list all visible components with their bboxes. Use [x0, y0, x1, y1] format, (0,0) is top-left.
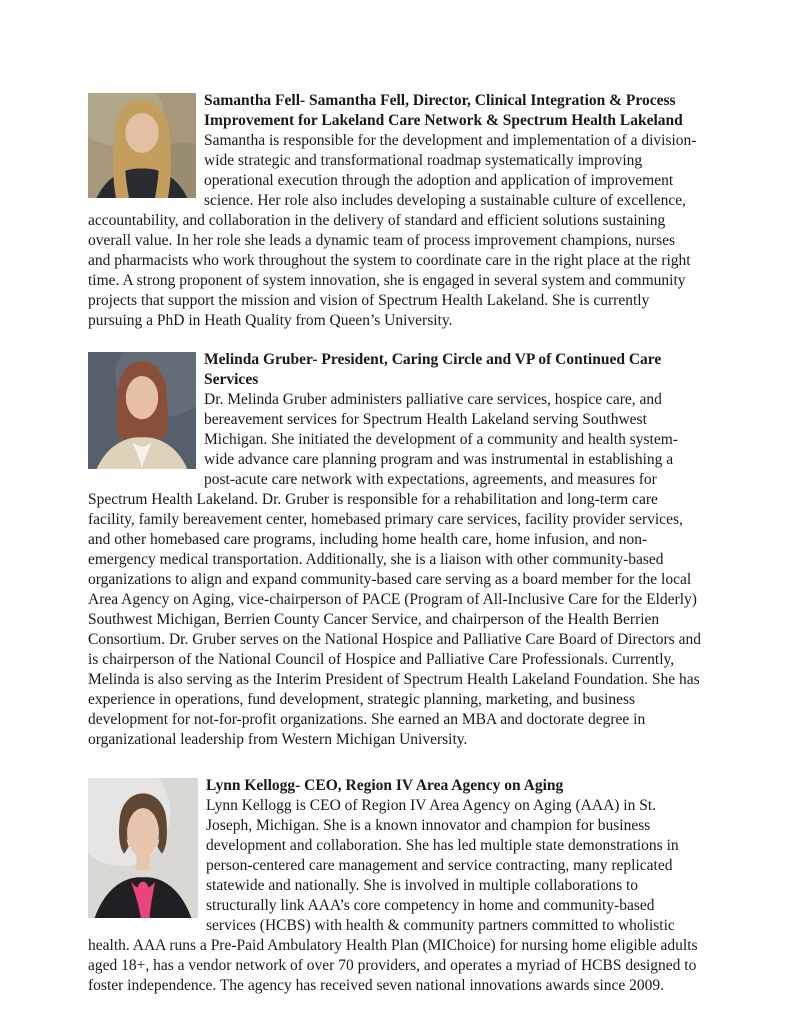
bio-section-lynn-kellogg — [88, 776, 701, 996]
headshot-photo-lynn-kellogg — [88, 778, 198, 918]
bio-body-lynn-kellogg: Lynn Kellogg is CEO of Region IV Area Agency on Aging (AAA) in St. Joseph, Michigan. She is a known innovator and champion for business development and collaboration. She has led multiple state demonstrations in person-centered care management and service contracting, many replicated statewide and nationally. She is involved in multiple collaborations to structurally link AAA’s core competency in home and community-based services (HCBS) with health & community partners committed to wholistic health. AAA runs a Pre-Paid Ambulatory Health Plan (MIChoice) for nursing home eligible adults aged 18+, has a vendor network of over 70 providers, and operates a myriad of HCBS designed to foster independence. The agency has received seven national innovations awards since 2009. — [88, 797, 698, 994]
bio-heading-samantha-fell: Samantha Fell- Samantha Fell, Director, Clinical Integration & Process Improvement for Lakeland Care Network & Spectrum Health Lakeland — [204, 92, 683, 129]
headshot-avatar-melinda-gruber — [88, 352, 196, 469]
scarf-knot-shape — [138, 882, 149, 899]
bio-section-melinda-gruber — [88, 350, 701, 750]
face-shape — [126, 376, 158, 419]
headshot-photo-samantha-fell — [88, 93, 196, 198]
bio-heading-lynn-kellogg: Lynn Kellogg- CEO, Region IV Area Agency on Aging — [206, 777, 564, 794]
bio-heading-melinda-gruber: Melinda Gruber- President, Caring Circle and VP of Continued Care Services — [204, 351, 662, 388]
headshot-avatar-lynn-kellogg — [88, 778, 198, 918]
bio-section-samantha-fell — [88, 91, 701, 331]
face-shape — [127, 808, 159, 857]
bio-body-melinda-gruber: Dr. Melinda Gruber administers palliative care services, hospice care, and bereavement services for Spectrum Health Lakeland serving Southwest Michigan. She initiated the development of a community and health system-wide advance care planning program and was instrumental in establishing a post-acute care network with expectations, agreements, and measures for Spectrum Health Lakeland. Dr. Gruber is responsible for a rehabilitation and long-term care facility, family bereavement center, homebased primary care services, facility provider services, and other homebased care programs, including home health care, home infusion, and non-emergency medical transportation. Additionally, she is a liaison with other community-based organizations to align and expand community-based care serving as a board member for the local Area Agency on Aging, vice-chairperson of PACE (Program of All-Inclusive Care for the Elderly) Southwest Michigan, Berrien County Cancer Service, and chairperson of the Health Berrien Consortium. Dr. Gruber serves on the National Hospice and Palliative Care Board of Directors and is chairperson of the National Council of Hospice and Palliative Care Professionals. Currently, Melinda is also serving as the Interim President of Spectrum Health Lakeland Foundation. She has experience in operations, fund development, strategic planning, marketing, and business development for not-for-profit organizations. She earned an MBA and doctorate degree in organizational leadership from Western Michigan University. — [88, 391, 701, 748]
neck-shape — [136, 851, 149, 871]
headshot-photo-melinda-gruber — [88, 352, 196, 469]
headshot-avatar-samantha-fell — [88, 93, 196, 198]
bio-body-samantha-fell: Samantha is responsible for the development and implementation of a division-wide strategic and transformational roadmap systematically improving operational execution through the adoption and application of improvement science. Her role also includes developing a sustainable culture of excellence, accountability, and collaboration in the delivery of standard and efficient solutions sustaining overall value. In her role she leads a dynamic team of process improvement champions, nurses and pharmacists who work throughout the system to coordinate care in the right place at the right time. A strong proponent of system innovation, she is engaged in several system and community projects that support the mission and vision of Spectrum Health Lakeland. She is currently pursuing a PhD in Heath Quality from Queen’s University. — [88, 132, 697, 329]
face-shape — [125, 113, 158, 153]
